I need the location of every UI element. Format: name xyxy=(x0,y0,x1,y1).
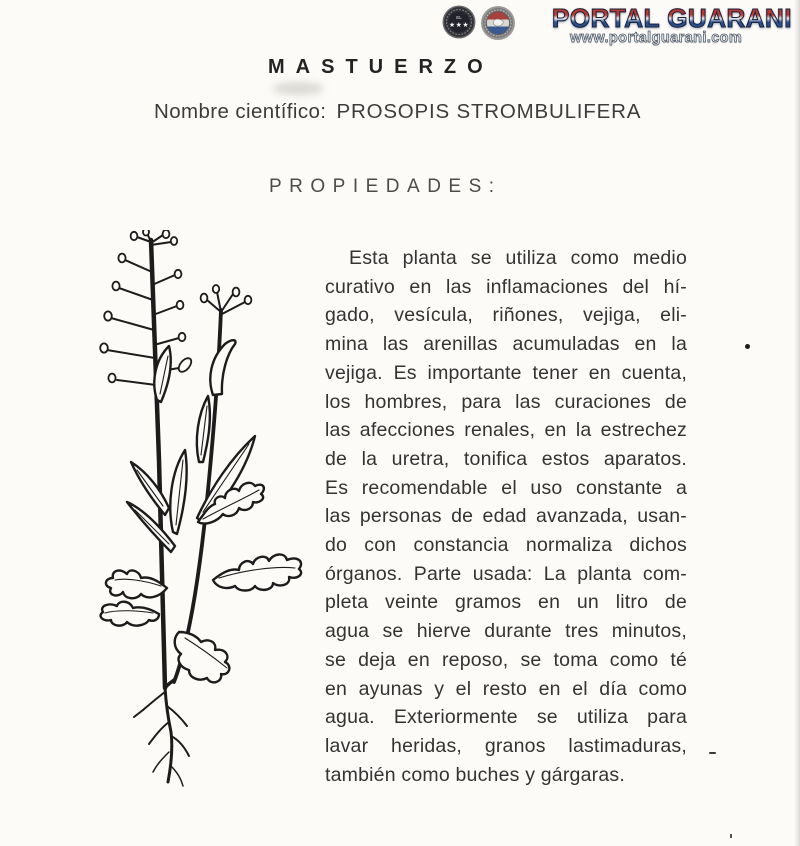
body-line: agua. Exteriormente se utiliza para xyxy=(325,706,687,729)
scientific-name-line xyxy=(154,100,641,124)
svg-text:★★★: ★★★ xyxy=(448,21,470,29)
plant-illustration xyxy=(95,230,335,810)
body-line: Esta planta se utiliza como medio xyxy=(349,247,687,269)
ink-speck xyxy=(730,834,732,838)
watermark-url-text: www.portalguarani.com xyxy=(570,30,743,46)
body-line: agua se hierve durante tres minutos, xyxy=(325,620,687,643)
ink-smudge xyxy=(272,82,324,95)
body-line: gado, vesícula, riñones, vejiga, eli- xyxy=(325,304,687,327)
body-line: vejiga. Es importante tener en cuenta, xyxy=(325,361,687,384)
scientific-name-value: PROSOPIS STROMBULIFERA xyxy=(336,100,642,123)
svg-text:EL: EL xyxy=(456,15,462,20)
body-line: las afecciones renales, en la estrechez xyxy=(325,419,687,442)
body-line: pleta veinte gramos en un litro de xyxy=(325,591,687,614)
body-line: los hombres, para las curaciones de xyxy=(325,390,687,413)
body-line: en ayunas y el resto en el día como xyxy=(325,677,687,700)
body-line: órganos. Parte usada: La planta com- xyxy=(325,562,687,585)
body-line: se deja en reposo, se toma como té xyxy=(325,648,687,671)
body-line: mina las arenillas acumuladas en la xyxy=(325,333,687,356)
body-line: lavar heridas, granos lastimaduras, xyxy=(325,734,687,757)
watermark-brand-text: PORTAL GUARANI xyxy=(552,3,793,33)
scientific-name-label: Nombre científico: xyxy=(154,100,327,123)
paraguay-seal-stars-icon xyxy=(442,5,476,39)
body-text xyxy=(325,244,687,789)
scan-edge-shadow xyxy=(794,0,800,846)
paraguay-seal-flag-icon xyxy=(480,5,516,41)
ink-speck xyxy=(709,752,716,754)
section-heading: PROPIEDADES: xyxy=(269,176,502,197)
body-line: de la uretra, tonifica estos aparatos. xyxy=(325,447,687,470)
page-title: MASTUERZO xyxy=(268,56,494,78)
body-line: las personas de edad avanzada, usan- xyxy=(325,505,687,528)
body-line: Es recomendable el uso constante a xyxy=(325,476,687,499)
body-line: do con constancia normaliza dichos xyxy=(325,534,687,557)
ink-speck xyxy=(745,344,750,349)
body-line: también como buches y gárgaras. xyxy=(325,763,625,786)
body-line: curativo en las inflamaciones del hí- xyxy=(325,275,687,298)
